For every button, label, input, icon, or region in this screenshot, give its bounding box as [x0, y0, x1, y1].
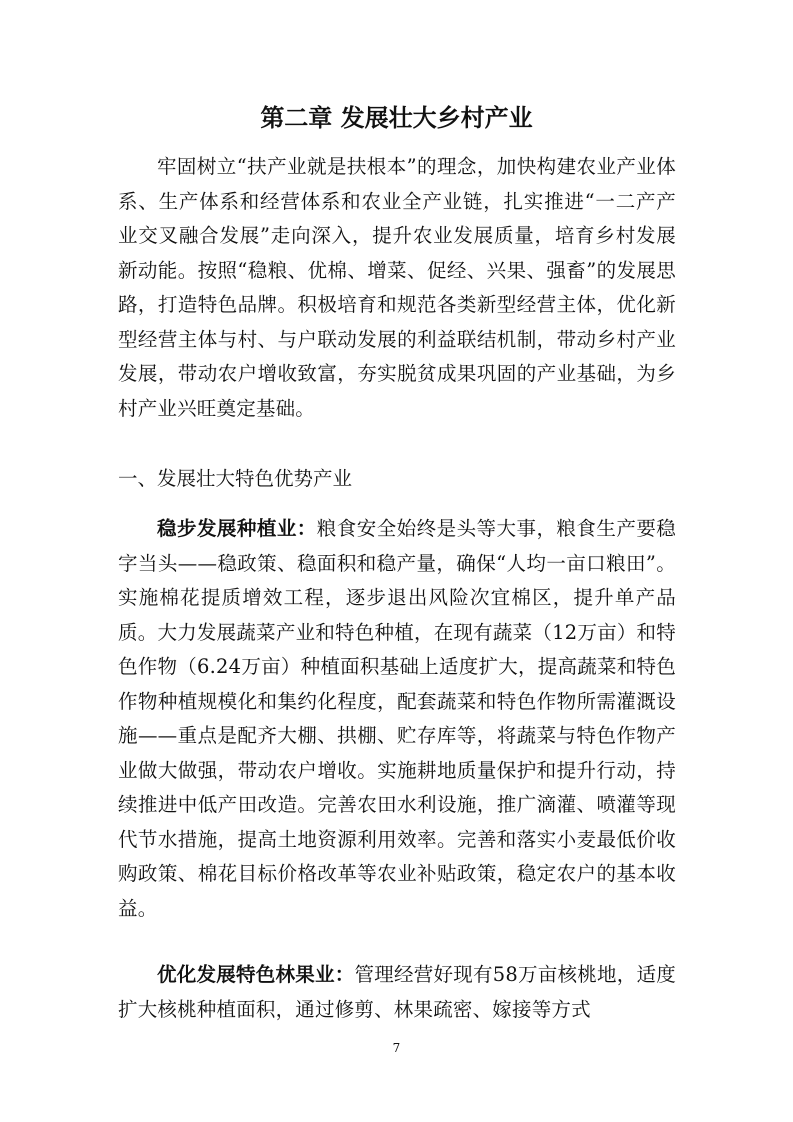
- planting-lead: 稳步发展种植业：: [157, 517, 317, 540]
- forestry-text: 管理经营好现有58万亩核桃地，适度扩大核桃种植面积，通过修剪、林果疏密、嫁接等方式: [118, 963, 676, 1021]
- forestry-paragraph: [118, 958, 676, 1027]
- planting-text: 粮食安全始终是头等大事，粮食生产要稳字当头——稳政策、稳面积和稳产量，确保“人均一亩口粮田”。实施棉花提质增效工程，逐步退出风险次宜棉区，提升单产品质。大力发展蔬菜产业和特色种植，在现有蔬菜（12万亩）和特色作物（6.24万亩）种植面积基础上适度扩大，提高蔬菜和特色作物种植规模化和集约化程度，配套蔬菜和特色作物所需灌溉设施——重点是配齐大棚、拱棚、贮存库等，将蔬菜与特色作物产业做大做强，带动农户增收。实施耕地质量保护和提升行动，持续推进中低产田改造。完善农田水利设施，推广滴灌、喷灌等现代节水措施，提高土地资源利用效率。完善和落实小麦最低价收购政策、棉花目标价格改革等农业补贴政策，稳定农户的基本收益。: [118, 517, 676, 920]
- intro-paragraph: 牢固树立“扶产业就是扶根本”的理念，加快构建农业产业体系、生产体系和经营体系和农业全产业链，扎实推进“一二产产业交叉融合发展”走向深入，提升农业发展质量，培育乡村发展新动能。按照“稳粮、优棉、增菜、促经、兴果、强畜”的发展思路，打造特色品牌。积极培育和规范各类新型经营主体，优化新型经营主体与村、与户联动发展的利益联结机制，带动乡村产业发展，带动农户增收致富，夯实脱贫成果巩固的产业基础，为乡村产业兴旺奠定基础。: [118, 155, 676, 420]
- page-number: 7: [392, 1041, 401, 1055]
- chapter-title: 第二章 发展壮大乡村产业: [260, 104, 533, 132]
- forestry-lead: 优化发展特色林果业：: [157, 963, 355, 986]
- planting-paragraph: [118, 512, 676, 926]
- section-heading: 一、发展壮大特色优势产业: [118, 467, 353, 490]
